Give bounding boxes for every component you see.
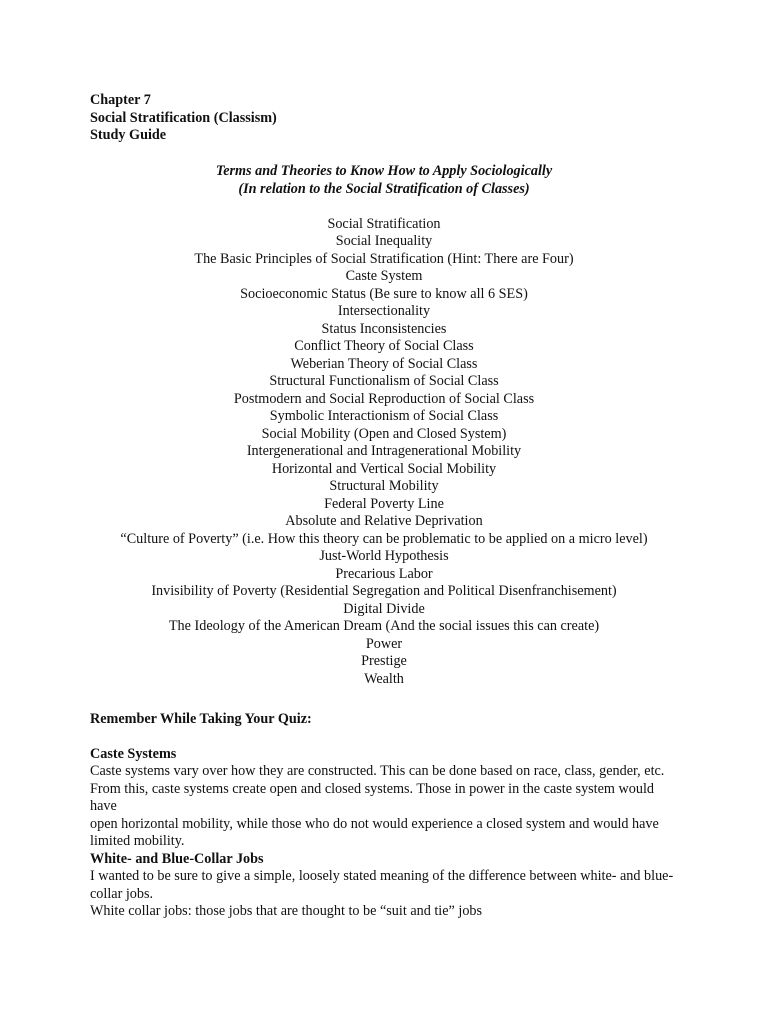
term-item: Just-World Hypothesis — [319, 548, 449, 564]
term-item: Structural Functionalism of Social Class — [269, 373, 499, 389]
paragraph-line: White collar jobs: those jobs that are thought to be “suit and tie” jobs — [90, 903, 483, 919]
document-header — [90, 92, 277, 145]
term-item: Symbolic Interactionism of Social Class — [269, 408, 499, 424]
remember-section — [90, 711, 680, 729]
term-item: Horizontal and Vertical Social Mobility — [271, 460, 497, 477]
caste-systems-section — [90, 746, 680, 851]
term-item: Structural Mobility — [329, 478, 439, 494]
chapter-label: Chapter 7 — [90, 92, 151, 108]
term-item: Precarious Labor — [335, 565, 433, 582]
caste-systems-heading: Caste Systems — [90, 745, 177, 762]
terms-subtitle — [0, 163, 768, 198]
paragraph-line: collar jobs. — [90, 885, 154, 902]
term-item: Invisibility of Poverty (Residential Segregation and Political Disenfranchisement) — [151, 583, 617, 599]
remember-heading: Remember While Taking Your Quiz: — [90, 710, 312, 727]
paragraph-line: open horizontal mobility, while those who do not would experience a closed system and would have — [90, 815, 659, 832]
term-item: Weberian Theory of Social Class — [290, 355, 478, 372]
term-item: “Culture of Poverty” (i.e. How this theory can be problematic to be applied on a micro level) — [120, 530, 648, 547]
term-item: Power — [365, 635, 403, 652]
term-item: Conflict Theory of Social Class — [294, 338, 474, 354]
term-item: Status Inconsistencies — [321, 320, 447, 337]
term-item: Caste System — [345, 268, 423, 284]
chapter-title: Social Stratification (Classism) — [90, 109, 277, 126]
term-item: Wealth — [364, 670, 404, 687]
collar-jobs-heading: White- and Blue-Collar Jobs — [90, 850, 264, 867]
term-item: Social Mobility (Open and Closed System) — [261, 425, 507, 442]
term-item: The Basic Principles of Social Stratification (Hint: There are Four) — [194, 250, 574, 267]
term-item: The Ideology of the American Dream (And the social issues this can create) — [168, 618, 600, 634]
term-item: Digital Divide — [343, 600, 425, 617]
paragraph-line: I wanted to be sure to give a simple, loosely stated meaning of the difference between white- and blue- — [90, 868, 674, 884]
term-item: Absolute and Relative Deprivation — [285, 513, 483, 529]
subtitle-line-2: (In relation to the Social Stratification of Classes) — [238, 180, 530, 197]
term-item: Intersectionality — [337, 303, 431, 319]
term-item: Social Inequality — [335, 233, 433, 249]
paragraph-line: From this, caste systems create open and closed systems. Those in power in the caste system would have — [90, 780, 654, 814]
paragraph-line: limited mobility. — [90, 833, 185, 849]
term-item: Intergenerational and Intragenerational Mobility — [246, 443, 522, 459]
subtitle-line-1: Terms and Theories to Know How to Apply Sociologically — [215, 163, 553, 179]
term-item: Prestige — [361, 653, 407, 669]
term-item: Postmodern and Social Reproduction of Social Class — [233, 390, 535, 407]
paragraph-line: Caste systems vary over how they are constructed. This can be done based on race, class, gender, etc. — [90, 763, 665, 779]
term-item: Social Stratification — [327, 215, 441, 232]
terms-list — [0, 216, 768, 689]
collar-jobs-section — [90, 851, 680, 921]
study-guide-label: Study Guide — [90, 127, 167, 143]
term-item: Socioeconomic Status (Be sure to know all 6 SES) — [240, 285, 528, 302]
term-item: Federal Poverty Line — [324, 495, 444, 512]
